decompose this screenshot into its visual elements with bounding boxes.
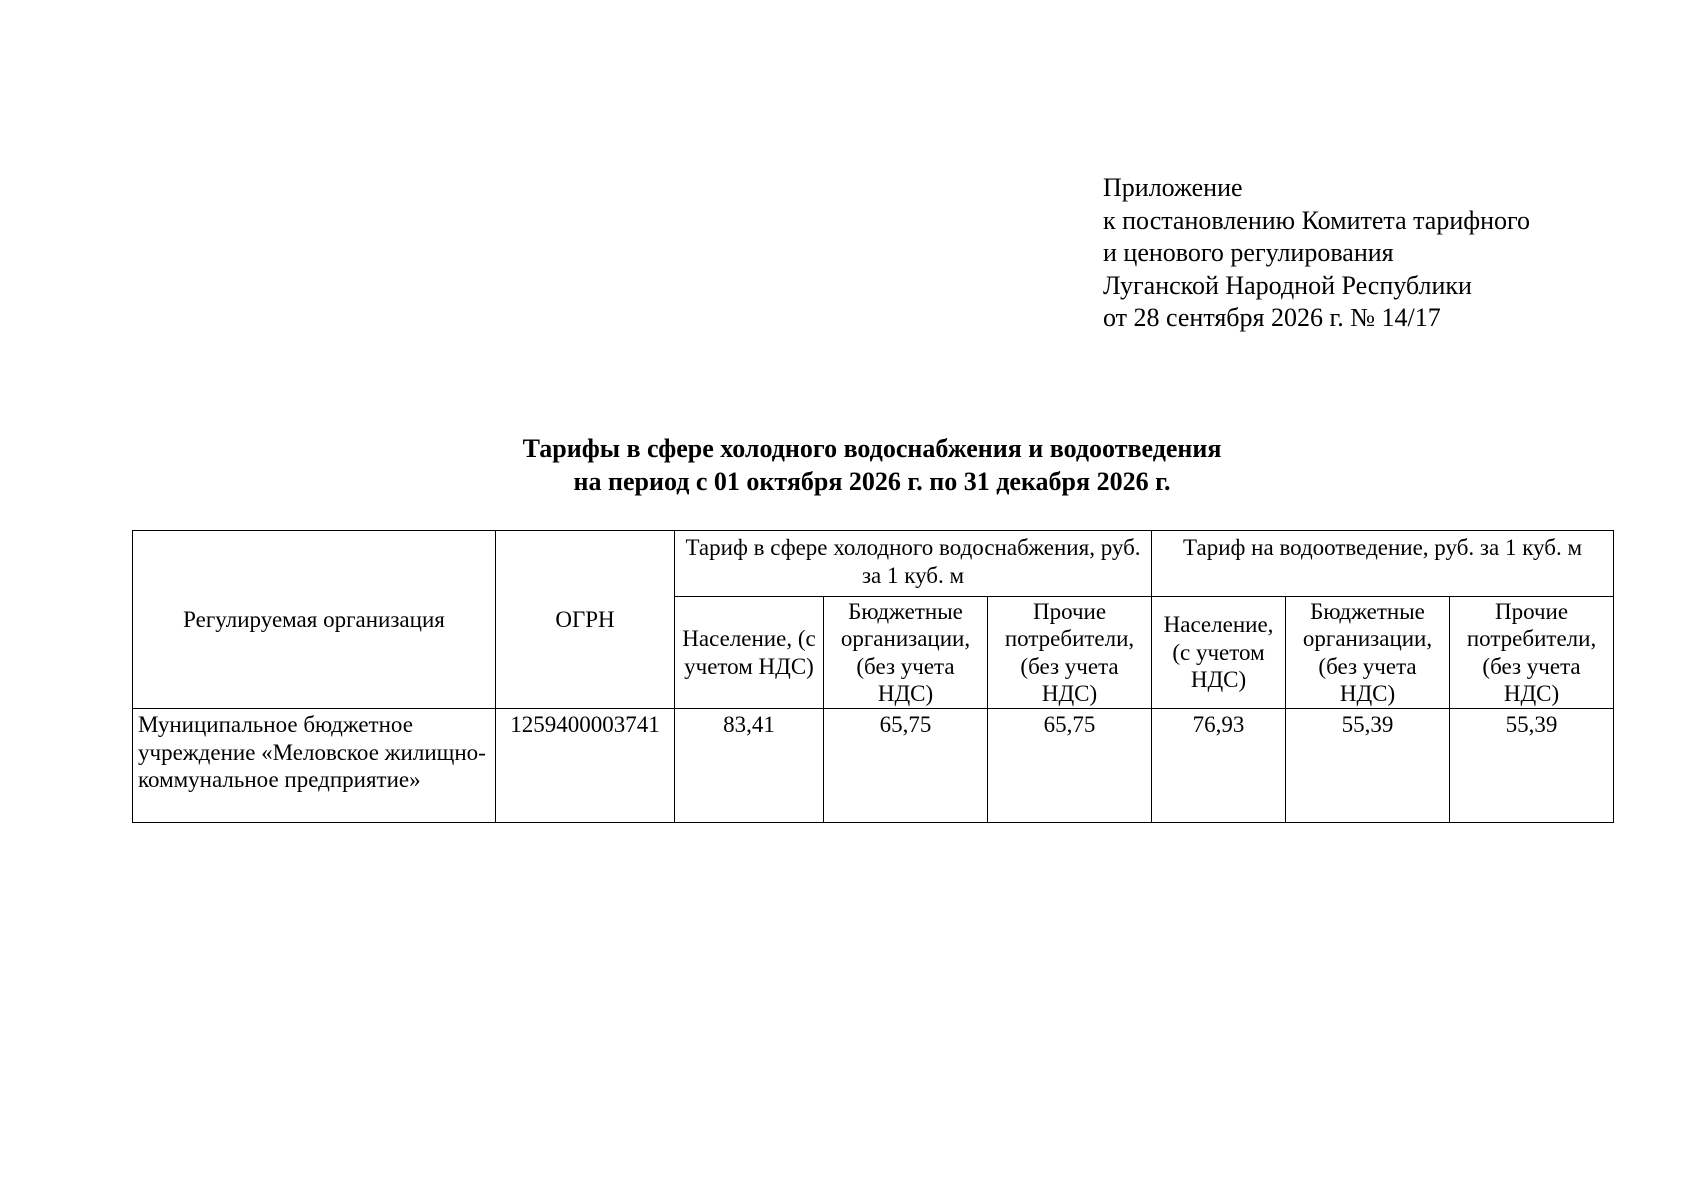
appendix-line: Приложение xyxy=(1103,173,1243,202)
cell-sewage-other: 55,39 xyxy=(1450,709,1614,823)
appendix-line: к постановлению Комитета тарифного xyxy=(1103,205,1531,235)
title-line: на период с 01 октября 2026 г. по 31 декабря 2026 г. xyxy=(573,467,1171,496)
header-water-budget: Бюджетные организации, (без учета НДС) xyxy=(824,597,988,709)
header-sewage-population: Население, (с учетом НДС) xyxy=(1152,597,1286,709)
appendix-block xyxy=(1103,172,1663,335)
header-cold-water-tariff: Тариф в сфере холодного водоснабжения, руб. за 1 куб. м xyxy=(675,531,1152,597)
title-line: Тарифы в сфере холодного водоснабжения и водоотведения xyxy=(522,434,1222,463)
cell-ogrn: 1259400003741 xyxy=(496,709,675,823)
cell-sewage-population: 76,93 xyxy=(1152,709,1286,823)
table-row xyxy=(133,709,1614,823)
header-water-other: Прочие потребители, (без учета НДС) xyxy=(988,597,1152,709)
cell-water-population: 83,41 xyxy=(675,709,824,823)
appendix-line: от 28 сентября 2026 г. № 14/17 xyxy=(1103,303,1441,332)
cell-water-other: 65,75 xyxy=(988,709,1152,823)
header-water-population: Население, (с учетом НДС) xyxy=(675,597,824,709)
cell-water-budget: 65,75 xyxy=(824,709,988,823)
tariffs-table xyxy=(132,530,1614,823)
document-title xyxy=(132,432,1612,498)
appendix-line: и ценового регулирования xyxy=(1103,238,1394,267)
header-ogrn: ОГРН xyxy=(496,531,675,709)
header-sewage-tariff: Тариф на водоотведение, руб. за 1 куб. м xyxy=(1152,531,1614,597)
header-sewage-other: Прочие потребители, (без учета НДС) xyxy=(1450,597,1614,709)
header-organization: Регулируемая организация xyxy=(133,531,496,709)
header-sewage-budget: Бюджетные организации, (без учета НДС) xyxy=(1286,597,1450,709)
cell-sewage-budget: 55,39 xyxy=(1286,709,1450,823)
cell-organization: Муниципальное бюджетное учреждение «Меловское жилищно-коммунальное предприятие» xyxy=(133,709,496,823)
appendix-line: Луганской Народной Республики xyxy=(1103,270,1472,300)
